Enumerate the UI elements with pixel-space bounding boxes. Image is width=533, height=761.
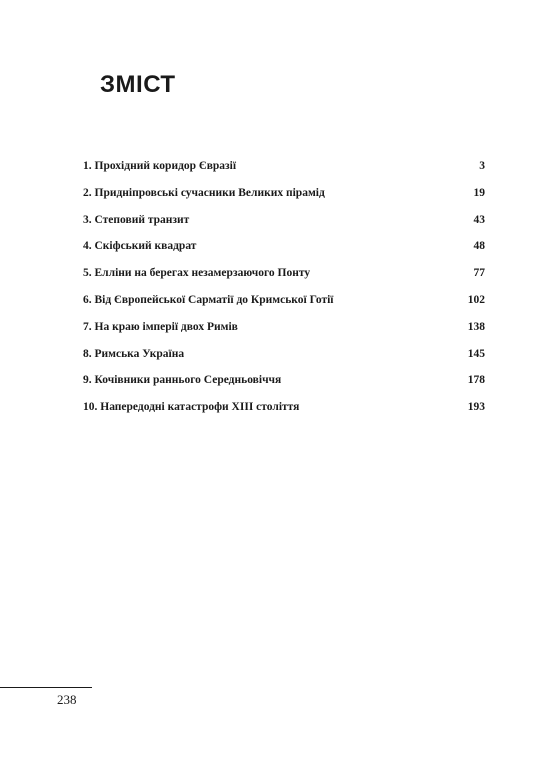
- toc-entry-title: 4. Скіфський квадрат: [83, 240, 197, 253]
- toc-entry-page: 3: [479, 160, 485, 172]
- toc-entry-title: 2. Придніпровські сучасники Великих пірамід: [83, 186, 325, 199]
- toc-entry-title: 1. Прохідний коридор Євразії: [83, 160, 237, 172]
- toc-entry-title: 8. Римська Україна: [83, 347, 185, 360]
- toc-entry-title: 5. Елліни на берегах незамерзаючого Понту: [83, 267, 311, 280]
- toc-entry-page: 77: [473, 267, 485, 280]
- page-number: 238: [57, 692, 77, 707]
- toc-entry[interactable]: [83, 157, 485, 175]
- table-of-contents: [83, 157, 485, 425]
- toc-entry[interactable]: [83, 398, 485, 416]
- toc-entry-page: 178: [467, 374, 485, 387]
- toc-entry[interactable]: [83, 318, 485, 336]
- toc-entry-page: 48: [473, 240, 485, 253]
- toc-entry[interactable]: [83, 264, 485, 282]
- toc-entry[interactable]: [83, 371, 485, 389]
- toc-entry-page: 102: [467, 293, 485, 306]
- toc-entry-title: 7. На краю імперії двох Римів: [83, 320, 238, 333]
- toc-entry-title: 3. Степовий транзит: [83, 213, 190, 226]
- toc-entry[interactable]: [83, 291, 485, 309]
- toc-entry-page: 193: [467, 401, 485, 414]
- toc-entry-page: 138: [467, 320, 485, 333]
- footer-rule: [0, 687, 92, 688]
- toc-entry[interactable]: [83, 184, 485, 202]
- toc-entry-title: 10. Напередодні катастрофи XIII століття: [83, 401, 300, 414]
- toc-entry[interactable]: [83, 345, 485, 363]
- page-title: ЗМІСТ: [100, 71, 176, 98]
- toc-entry-title: 6. Від Європейської Сарматії до Кримської Готії: [83, 293, 334, 306]
- toc-entry-page: 19: [473, 186, 485, 199]
- toc-entry-title: 9. Кочівники раннього Середньовіччя: [83, 374, 282, 387]
- toc-entry-page: 43: [473, 213, 485, 226]
- toc-entry-page: 145: [467, 347, 485, 360]
- toc-entry[interactable]: [83, 211, 485, 229]
- toc-entry[interactable]: [83, 237, 485, 255]
